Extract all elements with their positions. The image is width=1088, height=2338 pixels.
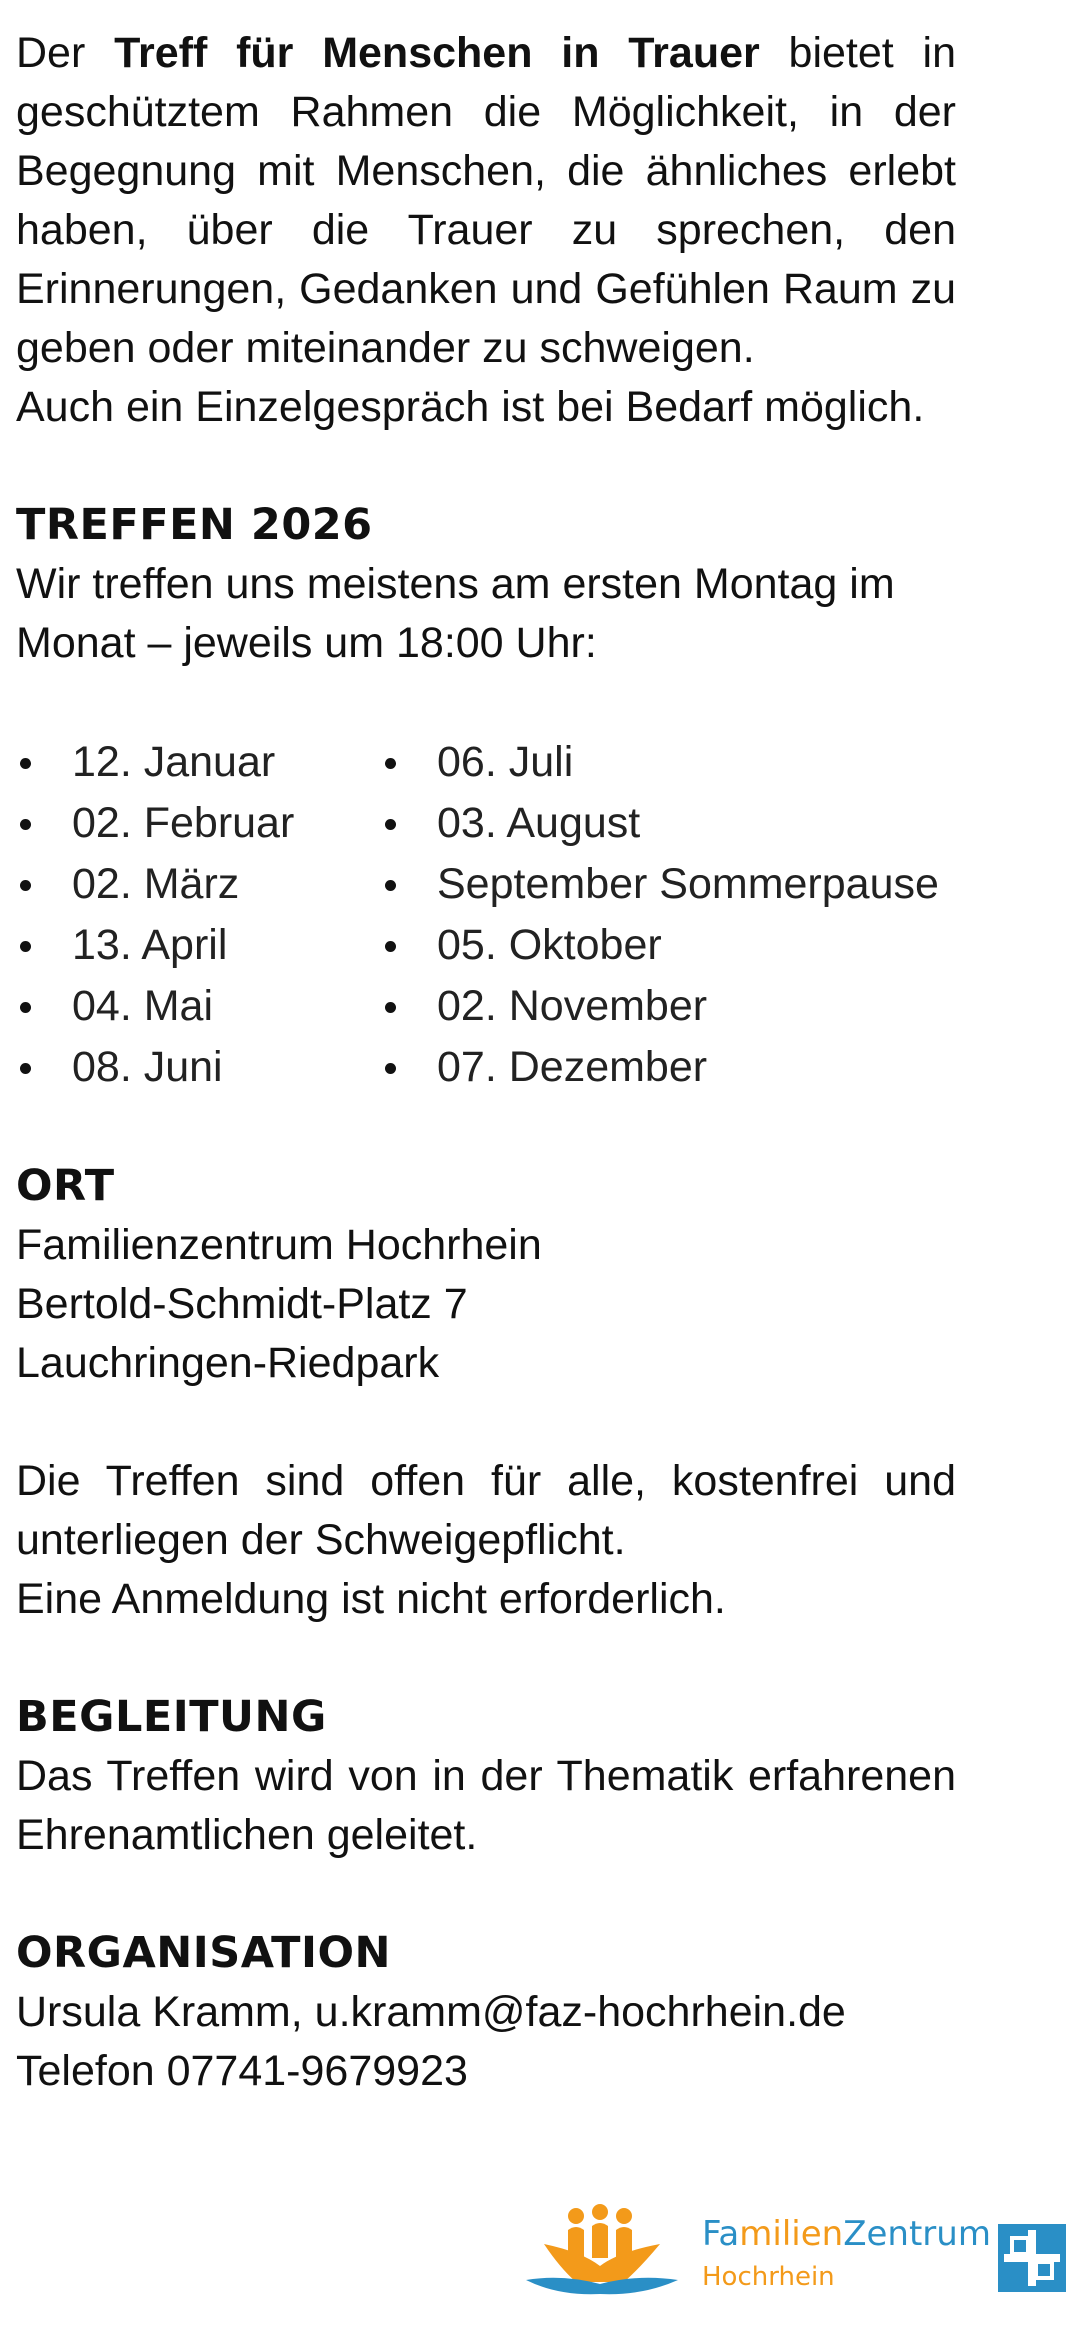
notice-text: Die Treffen sind offen für alle, kostenfrei und unterliegen der Schweigepflicht. [16, 1457, 956, 1564]
location-heading: ORT [16, 1161, 115, 1211]
intro-line2: Auch ein Einzelgespräch ist bei Bedarf möglich. [16, 383, 925, 431]
guidance-text: Das Treffen wird von in der Thematik erfahrenen Ehrenamtlichen geleitet. [16, 1752, 956, 1859]
meeting-dates [16, 732, 956, 1098]
bullet-icon [385, 941, 396, 952]
bullet-icon [20, 819, 31, 830]
organisation-phone: Telefon 07741-9679923 [16, 2047, 468, 2095]
meetings-heading: TREFFEN 2026 [16, 500, 373, 550]
list-item: 02. November [381, 976, 939, 1037]
location-line: Familienzentrum Hochrhein [16, 1221, 542, 1269]
intro-bold: Treff für Menschen in Trauer [114, 29, 760, 77]
spacer [16, 1629, 956, 1688]
list-item: 08. Juni [16, 1037, 381, 1098]
spacer [16, 437, 956, 496]
people-boat-icon [522, 2204, 682, 2304]
list-item: 05. Oktober [381, 915, 939, 976]
bullet-icon [20, 758, 31, 769]
location-line: Bertold-Schmidt-Platz 7 [16, 1280, 468, 1328]
meetings-text: Wir treffen uns meistens am ersten Montag im Monat – jeweils um 18:00 Uhr: [16, 560, 895, 667]
logo-name: FamilienZentrum [702, 2214, 991, 2254]
list-item: 02. Februar [16, 793, 381, 854]
list-item: September Sommerpause [381, 854, 939, 915]
list-item: 06. Juli [381, 732, 939, 793]
flyer-content [16, 24, 956, 2101]
spacer [16, 1393, 956, 1452]
bullet-icon [20, 941, 31, 952]
dates-column-2 [381, 732, 939, 1098]
familienzentrum-logo [522, 2200, 1067, 2310]
list-item: 07. Dezember [381, 1037, 939, 1098]
list-item: 12. Januar [16, 732, 381, 793]
organisation-heading: ORGANISATION [16, 1928, 392, 1978]
intro-pre: Der [16, 29, 115, 77]
bullet-icon [20, 1063, 31, 1074]
spacer [16, 1865, 956, 1924]
bullet-icon [20, 1002, 31, 1013]
bullet-icon [385, 819, 396, 830]
bullet-icon [385, 880, 396, 891]
spacer [16, 673, 956, 732]
list-item: 03. August [381, 793, 939, 854]
bullet-icon [20, 880, 31, 891]
location-line: Lauchringen-Riedpark [16, 1339, 440, 1387]
guidance-heading: BEGLEITUNG [16, 1692, 327, 1742]
list-item: 13. April [16, 915, 381, 976]
notice-line2: Eine Anmeldung ist nicht erforderlich. [16, 1575, 726, 1623]
bullet-icon [385, 1002, 396, 1013]
intro-post: bietet in geschütztem Rahmen die Möglichkeit, in der Begegnung mit Menschen, die ähnliches erlebt haben, über die Trauer zu sprechen, den Erinnerungen, Gedanken und Gefühlen Raum zu geben oder miteinander zu schweigen. [16, 29, 957, 372]
logo-sub: Hochrhein [702, 2262, 835, 2292]
intro-paragraph [16, 24, 956, 378]
organisation-contact: Ursula Kramm, u.kramm@faz-hochrhein.de [16, 1988, 846, 2036]
bullet-icon [385, 758, 396, 769]
list-item: 04. Mai [16, 976, 381, 1037]
spacer [16, 1098, 956, 1157]
dates-column-1 [16, 732, 381, 1098]
bullet-icon [385, 1063, 396, 1074]
diakonie-cross-icon [998, 2224, 1066, 2292]
list-item: 02. März [16, 854, 381, 915]
